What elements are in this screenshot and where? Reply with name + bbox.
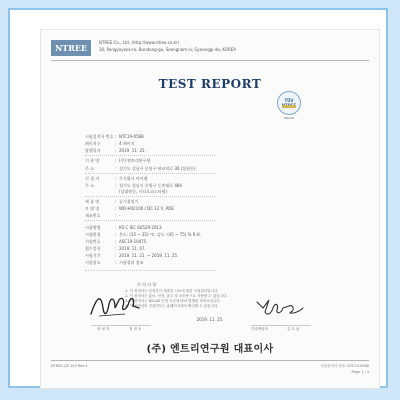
company-info-line2: 30, Pangyoyeok-ro, Bundang-gu, Seongnam-si, Gyeonggi-do, KOREA bbox=[99, 47, 236, 52]
tester-signature bbox=[89, 292, 147, 320]
field-value: 주식회사 아이엠 bbox=[119, 176, 148, 181]
footer-divider bbox=[51, 360, 369, 361]
field-value: 온도: (15 ~ 35) ℃, 습도: (45 ~ 75) % R.H. bbox=[119, 232, 201, 237]
field-value: KS C IEC 60529:2013 bbox=[119, 225, 162, 230]
footer-page-number: Page 1 / 4 bbox=[351, 370, 369, 374]
header-divider bbox=[51, 60, 369, 61]
seal-caption: KOLAS bbox=[284, 116, 294, 120]
section-divider bbox=[85, 155, 215, 156]
field-label: 페이지수 bbox=[85, 141, 101, 146]
field-value: 2019. 11. 21. ~ 2019. 11. 25. bbox=[119, 253, 179, 258]
notes-title: 주 의 사 항 bbox=[137, 282, 157, 287]
approver-label: 기술책임자 bbox=[251, 327, 268, 331]
field-value: 경기도 성남시 중원구 둔촌대로 484 bbox=[119, 183, 182, 188]
tester-name: 정 현 욱 bbox=[129, 327, 142, 331]
company-logo: NTREE bbox=[51, 40, 91, 56]
issue-date: 2019. 11. 25. bbox=[196, 317, 224, 322]
field-label: 시험방법 bbox=[85, 225, 101, 230]
note-item: 2. 이 성적서는 홍보, 선전, 광고 및 소송용으로 사용할 수 없습니다. bbox=[125, 294, 228, 298]
field-value: 4 페이지 bbox=[119, 141, 135, 146]
field-label: 기 관 명 bbox=[85, 158, 100, 163]
field-label: 신 청 자 bbox=[85, 176, 100, 181]
organization-name: (주) 엔트리연구원 대표이사 bbox=[146, 344, 274, 355]
note-item: 1. 이 성적서는 신청자가 제출한 시료에 대한 시험결과입니다. bbox=[125, 289, 219, 293]
field-value: 2019. 11. 07. bbox=[119, 246, 146, 251]
field-value: ASC19-10475 bbox=[119, 239, 147, 244]
image-frame bbox=[8, 8, 388, 388]
section-divider bbox=[85, 173, 215, 174]
test-report-document: NTREE NTREE Co., Ltd. (http://www.ntree.co.kr) 30, Pangyoyeok-ro, Bundang-gu, Seongnam-si, Gyeonggi-do, KOREA TEST REPORT TÜV KOLAS 시험성적서 번호 : NTC19-0568 페이지수 : 4 페이지 발행일자 : 2019. 11. 25. 기 관 명 : (주) 엔트리연구원 주 소 : 경기도 성남시 분당구 판교역로 30 (삼평동) 신 청 자 : 주식회사 아이엠 주 소 : 경기도 성남시 중원구 둔촌대로 484 (상대원동, 시티오피스타워) 제 품 명 : 공기청정기 모 델 명 : WD-H02100 / DC 12 V, PDE 제조번호 : - 시험방법 : KS C IEC 60529:2013 시험환경 : 온도: (15 ~ 35) ℃, 습도: (45 ~ 75) % R.H. 시험번호 : ASC19-10475 접수일자 : 2019. 11. 07. 시험기간 : 2019. 11. 21. ~ 2019. 11. 25. 시험장소 : 시험결과 참조 주 의 사 항 1. 이 성적서는 신청자가 제출한 시료에 대한 시험결과입니다. 2. 이 성적서는 홍보, 선전, 광고 및 소송용으로 사용할 수 없습니다. 3. 이 성적서는 KOLAS 인정 기준에 따라 발행된 성적서입니다. 4. 이 성적서의 진위여부는 홈페이지에서 확인할 수 있습니다. 2019. 11. 25. 작 성 자 정 현 욱 기술책임자 김 도 윤 (주) 엔트리연구원 대표이사 NTREE-QP-103 Rev.3 시험성적서 번호: NTC19-0568 Page 1 / 4 bbox=[40, 29, 380, 389]
field-label: 모 델 명 bbox=[85, 206, 100, 211]
field-label: 시험장소 bbox=[85, 260, 101, 265]
field-value: 공기청정기 bbox=[119, 199, 139, 204]
seal-ribbon bbox=[282, 105, 296, 108]
field-label: 발행일자 bbox=[85, 148, 101, 153]
field-label: 시험번호 bbox=[85, 239, 101, 244]
approver-name: 김 도 윤 bbox=[287, 327, 300, 331]
field-value: NTC19-0568 bbox=[119, 134, 144, 139]
field-label: 시험환경 bbox=[85, 232, 101, 237]
field-value: (주) 엔트리연구원 bbox=[119, 158, 151, 163]
field-label: 주 소 bbox=[85, 166, 94, 171]
approver-sign-line bbox=[251, 325, 311, 326]
company-info-line1: NTREE Co., Ltd. (http://www.ntree.co.kr) bbox=[99, 40, 180, 45]
field-value: 2019. 11. 25. bbox=[119, 148, 146, 153]
section-divider bbox=[85, 270, 215, 271]
section-divider bbox=[85, 196, 215, 197]
field-value: 시험결과 참조 bbox=[119, 260, 144, 265]
footer-report-number: 시험성적서 번호: NTC19-0568 bbox=[320, 364, 369, 368]
report-title: TEST REPORT bbox=[158, 77, 262, 91]
field-label: 제조번호 bbox=[85, 213, 101, 218]
tester-sign-line bbox=[91, 325, 151, 326]
section-divider bbox=[85, 220, 215, 221]
field-label: 제 품 명 bbox=[85, 199, 100, 204]
field-value: (상대원동, 시티오피스타워) bbox=[119, 189, 168, 194]
field-value: 경기도 성남시 분당구 판교역로 30 (삼평동) bbox=[119, 166, 196, 171]
field-value: WD-H02100 / DC 12 V, PDE bbox=[119, 206, 174, 211]
approver-signature bbox=[255, 294, 307, 320]
field-label: 시험성적서 번호 bbox=[85, 134, 114, 139]
field-label: 접수일자 bbox=[85, 246, 101, 251]
footer-form-code: NTREE-QP-103 Rev.3 bbox=[51, 364, 88, 368]
field-label: 시험기간 bbox=[85, 253, 101, 258]
seal-text: TÜV bbox=[284, 98, 294, 103]
tester-label: 작 성 자 bbox=[97, 327, 110, 331]
field-label: 주 소 bbox=[85, 183, 94, 188]
note-item: 3. 이 성적서는 KOLAS 인정 기준에 따라 발행된 성적서입니다. bbox=[125, 299, 221, 303]
field-value: - bbox=[119, 213, 121, 218]
certification-seal-icon bbox=[277, 91, 301, 115]
note-item: 4. 이 성적서의 진위여부는 홈페이지에서 확인할 수 있습니다. bbox=[125, 304, 219, 308]
